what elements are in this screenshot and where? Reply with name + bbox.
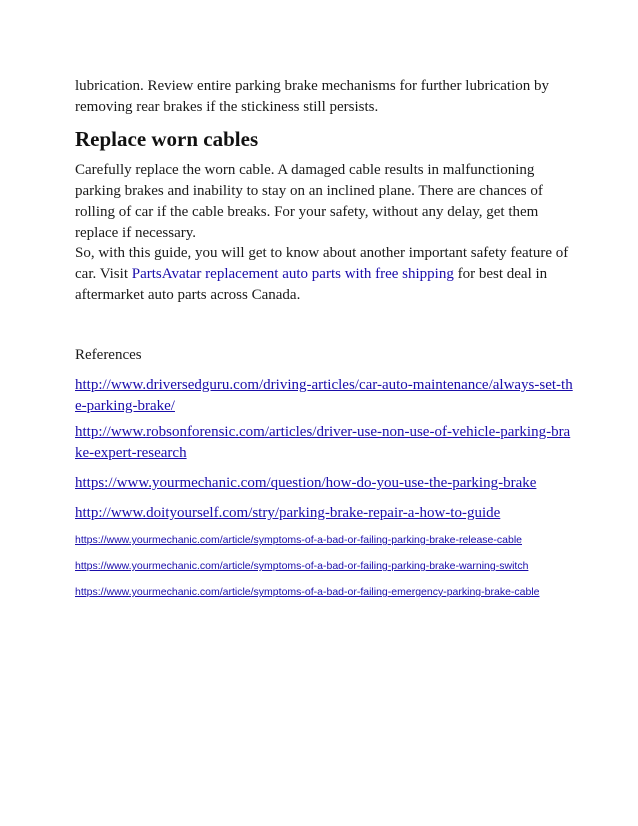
section-heading: Replace worn cables	[75, 127, 259, 151]
reference-link-5[interactable]: https://www.yourmechanic.com/article/symptoms-of-a-bad-or-failing-parking-brake-release-cable	[75, 534, 522, 546]
reference-link-6[interactable]: https://www.yourmechanic.com/article/symptoms-of-a-bad-or-failing-parking-brake-warning-switch	[75, 560, 529, 572]
reference-link-1[interactable]: http://www.driversedguru.com/driving-articles/car-auto-maintenance/always-set-the-parking-brake/	[75, 377, 573, 414]
closing-paragraph	[75, 243, 575, 306]
cables-paragraph: Carefully replace the worn cable. A damaged cable results in malfunctioning parking brakes and inability to stay on an inclined plane. There are chances of rolling of car if the cable breaks. For your safety, without any delay, get them replace if necessary.	[75, 162, 543, 241]
intro-paragraph: lubrication. Review entire parking brake mechanisms for further lubrication by removing rear brakes if the stickiness still persists.	[75, 78, 550, 115]
reference-link-2[interactable]: http://www.robsonforensic.com/articles/driver-use-non-use-of-vehicle-parking-brake-expert-research	[75, 424, 571, 461]
closing-text-after: for best deal in aftermarket auto parts across Canada.	[75, 266, 548, 303]
reference-link-4[interactable]: http://www.doityourself.com/stry/parking-brake-repair-a-how-to-guide	[75, 505, 501, 521]
partsavatar-link[interactable]: PartsAvatar replacement auto parts with free shipping	[131, 266, 454, 282]
references-label: References	[75, 347, 142, 363]
reference-link-7[interactable]: https://www.yourmechanic.com/article/symptoms-of-a-bad-or-failing-emergency-parking-brake-cable	[75, 586, 540, 598]
closing-text-before: So, with this guide, you will get to know about another important safety feature of car. Visit	[75, 245, 569, 282]
reference-link-3[interactable]: https://www.yourmechanic.com/question/how-do-you-use-the-parking-brake	[75, 475, 537, 491]
